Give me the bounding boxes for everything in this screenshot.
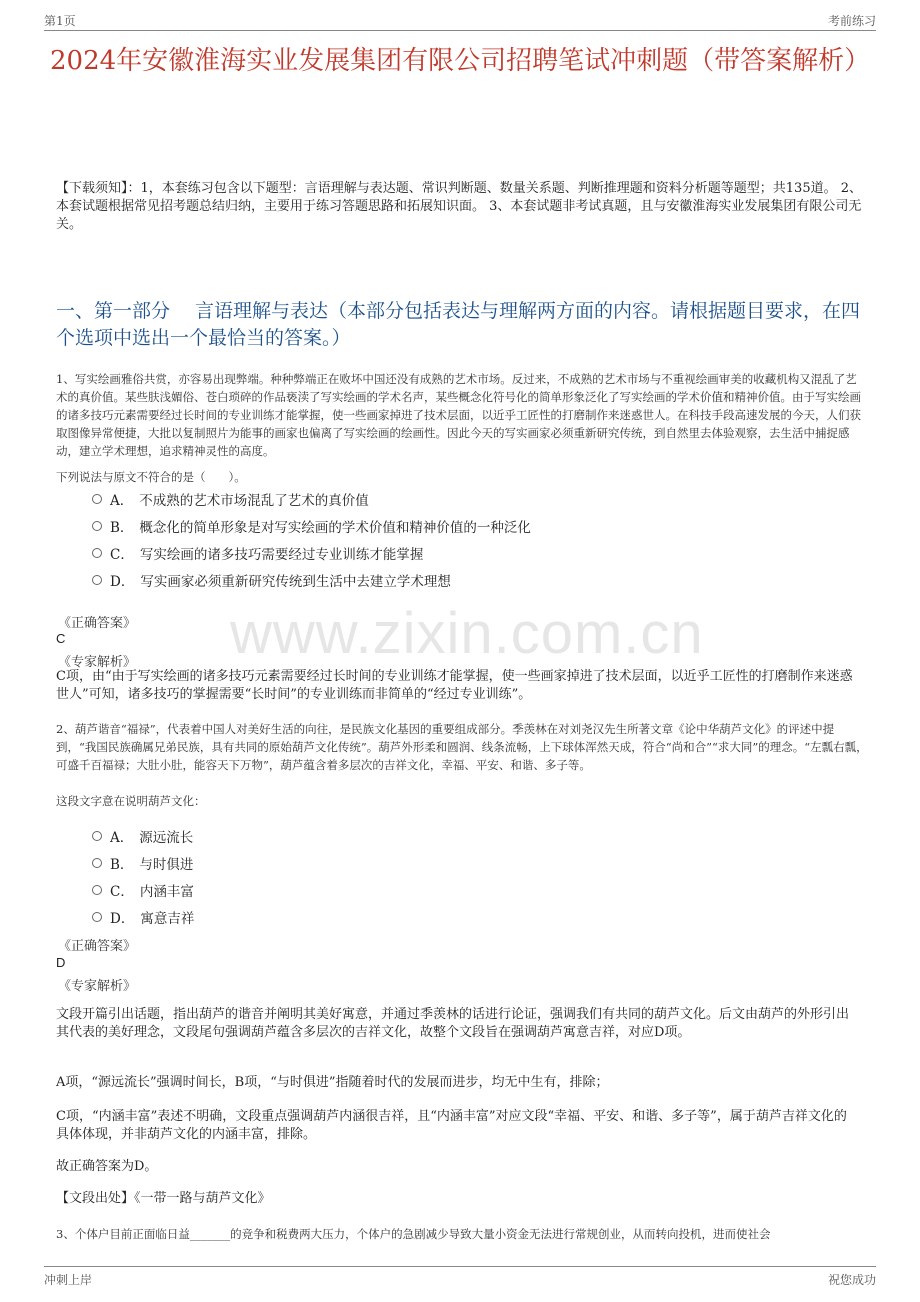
q3-stem: 3、个体户目前正面临日益_______的竞争和税费两大压力，个体户的急剧减少导致大量小资金无法进行常规创业，从而转向投机，进而使社会 — [56, 1227, 771, 1241]
q2-analysis-p2: A项，“源远流长”强调时间长，B项，“与时俱进”指随着时代的发展而进步，均无中生有，排除； — [56, 1075, 609, 1090]
q2-option-d[interactable]: D． 寓意吉祥 — [92, 903, 852, 930]
q2-source: 【文段出处】《一带一路与葫芦文化》 — [56, 1191, 271, 1206]
page-header — [44, 12, 876, 31]
q2-answer: D — [56, 955, 66, 970]
radio-icon[interactable] — [92, 548, 102, 558]
radio-icon[interactable] — [92, 521, 102, 531]
q2-analysis-p1: 文段开篇引出话题，指出葫芦的谐音并阐明其美好寓意，并通过季羡林的话进行论证，强调我们有共同的葫芦文化。后文由葫芦的外形引出其代表的美好理念，文段尾句强调葫芦蕴含多层次的吉祥文化，故整个文段旨在强调葫芦寓意吉祥，对应D项。 — [56, 1007, 850, 1040]
q1-answer-label: 《正确答案》 — [58, 616, 137, 631]
section-heading: 一、第一部分 言语理解与表达（本部分包括表达与理解两方面的内容。请根据题目要求，在四个选项中选出一个最恰当的答案。） — [56, 300, 861, 349]
q2-stem: 2、葫芦谐音“福禄”，代表着中国人对美好生活的向往，是民族文化基因的重要组成部分。季羡林在对刘尧汉先生所著文章《论中华葫芦文化》的评述中提到，“我国民族确属兄弟民族，具有共同的原始葫芦文化传统”。葫芦外形柔和圆润、线条流畅，上下球体浑然天成，符合“尚和合”“求大同”的理念。“左瓢右瓢，可盛千百福禄；大肚小肚，能容天下万物”，葫芦蕴含着多层次的吉祥文化，幸福、平安、和谐、多子等。 — [56, 722, 868, 772]
radio-icon[interactable] — [92, 885, 102, 895]
radio-icon[interactable] — [92, 912, 102, 922]
page-number: 第1页 — [44, 14, 76, 28]
q2-answer-label: 《正确答案》 — [58, 939, 137, 954]
radio-icon[interactable] — [92, 575, 102, 585]
q1-option-b[interactable]: B． 概念化的简单形象是对写实绘画的学术价值和精神价值的一种泛化 — [92, 512, 852, 539]
q2-question: 这段文字意在说明葫芦文化： — [56, 794, 206, 808]
download-notice: 【下载须知】：1，本套练习包含以下题型：言语理解与表达题、常识判断题、数量关系题、判断推理题和资料分析题等题型；共135道。 2、本套试题根据常见招考题总结归纳，主要用于练习答题思路和拓展知识面。 3、本套试题非考试真题，且与安徽淮海实业发展集团有限公司无关。 — [56, 181, 862, 232]
q2-option-b[interactable]: B． 与时俱进 — [92, 849, 852, 876]
q2-option-a[interactable]: A． 源远流长 — [92, 822, 852, 849]
watermark: www.zixin.com.cn — [230, 601, 704, 666]
q1-option-a[interactable]: A． 不成熟的艺术市场混乱了艺术的真价值 — [92, 485, 852, 512]
q1-analysis-label: 《专家解析》 — [58, 655, 137, 670]
q2-option-c[interactable]: C． 内涵丰富 — [92, 876, 852, 903]
q2-analysis-p3: C项，“内涵丰富”表述不明确，文段重点强调葫芦内涵很吉祥，且“内涵丰富”对应文段“幸福、平安、和谐、多子等”，属于葫芦吉祥文化的具体体现，并非葫芦文化的内涵丰富，排除。 — [56, 1109, 847, 1142]
q1-options — [92, 485, 852, 593]
q1-analysis: C项，由“由于写实绘画的诸多技巧元素需要经过长时间的专业训练才能掌握，使一些画家掉进了技术层面，以近乎工匠性的打磨制作来迷惑世人”可知，诸多技巧的掌握需要“长时间”的专业训练而非简单的“经过专业训练”。 — [56, 669, 853, 702]
page-footer — [44, 1266, 876, 1287]
radio-icon[interactable] — [92, 858, 102, 868]
header-tag: 考前练习 — [827, 14, 876, 28]
document-title: 2024年安徽淮海实业发展集团有限公司招聘笔试冲刺题（带答案解析） — [50, 46, 871, 76]
q1-question: 下列说法与原文不符合的是（ ）。 — [56, 470, 246, 484]
radio-icon[interactable] — [92, 494, 102, 504]
q1-option-c[interactable]: C． 写实绘画的诸多技巧需要经过专业训练才能掌握 — [92, 539, 852, 566]
q2-analysis-p4: 故正确答案为D。 — [56, 1159, 158, 1174]
q1-stem: 1、写实绘画雅俗共赏，亦容易出现弊端。种种弊端正在败坏中国还没有成熟的艺术市场。反过来，不成熟的艺术市场与不重视绘画审美的收藏机构又混乱了艺术的真价值。某些肤浅媚俗、苍白琐碎的作品亵渎了写实绘画的学术名声，某些概念化符号化的简单形象泛化了写实绘画的学术价值和精神价值。由于写实绘画的诸多技巧元素需要经过长时间的专业训练才能掌握，使一些画家掉进了技术层面，以近乎工匠性的打磨制作来迷惑世人。在科技手段高速发展的今天，人们获取图像异常便捷，大批以复制照片为能事的画家也偏离了写实绘画的绘画性。因此今天的写实画家必须重新研究传统，到自然里去体验观察，去生活中捕捉感动，建立学术理想，追求精神灵性的高度。 — [56, 372, 861, 458]
q1-option-d[interactable]: D． 写实画家必须重新研究传统到生活中去建立学术理想 — [92, 566, 852, 593]
q1-answer: C — [56, 631, 66, 646]
footer-right: 祝您成功 — [827, 1273, 876, 1287]
q2-analysis-label: 《专家解析》 — [58, 979, 137, 994]
q2-options — [92, 822, 852, 930]
radio-icon[interactable] — [92, 831, 102, 841]
footer-left: 冲刺上岸 — [44, 1273, 93, 1287]
